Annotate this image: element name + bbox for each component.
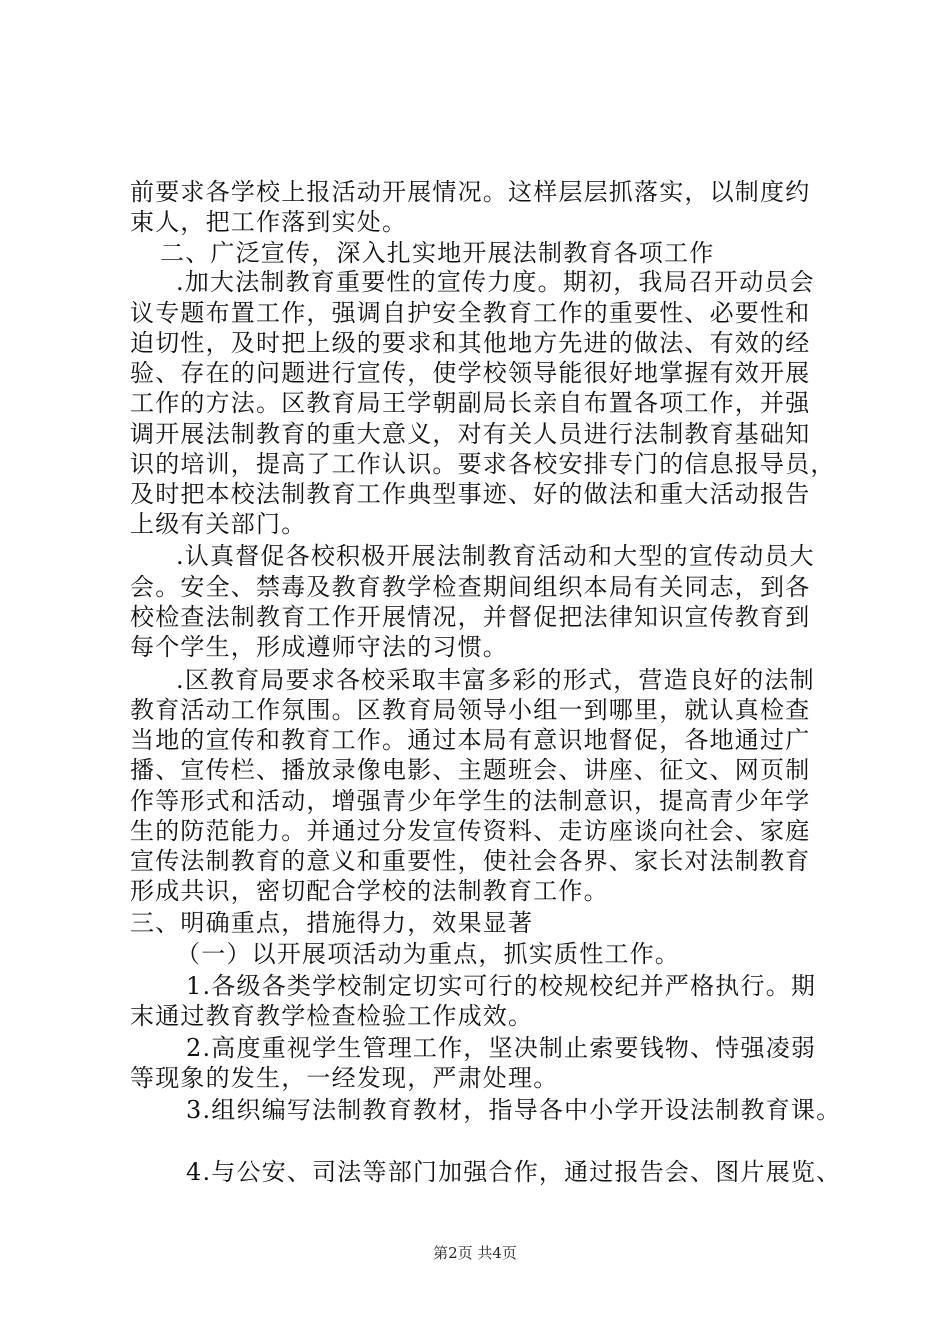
body-line: 末通过教育教学检查检验工作成效。 <box>130 1002 534 1030</box>
body-line: 4.与公安、司法等部门加强合作，通过报告会、图片展览、 <box>186 1158 842 1186</box>
subsection-heading: （一）以开展项活动为重点，抓实质性工作。 <box>176 940 680 968</box>
page-number-footer: 第2页 共4页 <box>433 1244 517 1262</box>
body-line: 校检查法制教育工作开展情况，并督促把法律知识宣传教育到 <box>130 603 811 631</box>
body-line: 上级有关部门。 <box>130 510 307 538</box>
body-line: 前要求各学校上报活动开展情况。这样层层抓落实，以制度约 <box>130 178 811 206</box>
body-line: 形成共识，密切配合学校的法制教育工作。 <box>130 877 609 905</box>
body-line: .区教育局要求各校采取丰富多彩的形式，营造良好的法制 <box>176 666 815 694</box>
body-line: 识的培训，提高了工作认识。要求各校安排专门的信息报导员， <box>130 450 836 478</box>
body-line: .认真督促各校积极开展法制教育活动和大型的宣传动员大 <box>176 542 815 570</box>
body-line: 播、宣传栏、播放录像电影、主题班会、讲座、征文、网页制 <box>130 756 811 784</box>
body-line: 迫切性，及时把上级的要求和其他地方先进的做法、有效的经 <box>130 329 811 357</box>
body-line: 生的防范能力。并通过分发宣传资料、走访座谈向社会、家庭 <box>130 817 811 845</box>
body-line: 3.组织编写法制教育教材，指导各中小学开设法制教育课。 <box>186 1096 842 1124</box>
body-line: 宣传法制教育的意义和重要性，使社会各界、家长对法制教育 <box>130 847 811 875</box>
body-line: 作等形式和活动，增强青少年学生的法制意识，提高青少年学 <box>130 787 811 815</box>
body-line: 议专题布置工作，强调自护安全教育工作的重要性、必要性和 <box>130 299 811 327</box>
body-line: 当地的宣传和教育工作。通过本局有意识地督促，各地通过广 <box>130 726 811 754</box>
body-line: 等现象的发生，一经发现，严肃处理。 <box>130 1064 559 1092</box>
body-line: 及时把本校法制教育工作典型事迹、好的做法和重大活动报告 <box>130 480 811 508</box>
body-line: 束人，把工作落到实处。 <box>130 208 408 236</box>
body-line: 1.各级各类学校制定切实可行的校规校纪并严格执行。期 <box>186 972 817 1000</box>
body-line: 工作的方法。区教育局王学朝副局长亲自布置各项工作，并强 <box>130 389 811 417</box>
section-heading: 三、明确重点，措施得力，效果显著 <box>130 909 534 937</box>
body-line: 会。安全、禁毒及教育教学检查期间组织本局有关同志，到各 <box>130 573 811 601</box>
body-line: 每个学生，形成遵师守法的习惯。 <box>130 633 508 661</box>
section-heading: 二、广泛宣传，深入扎实地开展法制教育各项工作 <box>160 239 715 267</box>
body-line: 调开展法制教育的重大意义，对有关人员进行法制教育基础知 <box>130 420 811 448</box>
body-line: .加大法制教育重要性的宣传力度。期初，我局召开动员会 <box>176 268 815 296</box>
body-line: 教育活动工作氛围。区教育局领导小组一到哪里，就认真检查 <box>130 696 811 724</box>
body-line: 2.高度重视学生管理工作，坚决制止索要钱物、恃强凌弱 <box>186 1034 817 1062</box>
body-line: 验、存在的问题进行宣传，使学校领导能很好地掌握有效开展 <box>130 359 811 387</box>
